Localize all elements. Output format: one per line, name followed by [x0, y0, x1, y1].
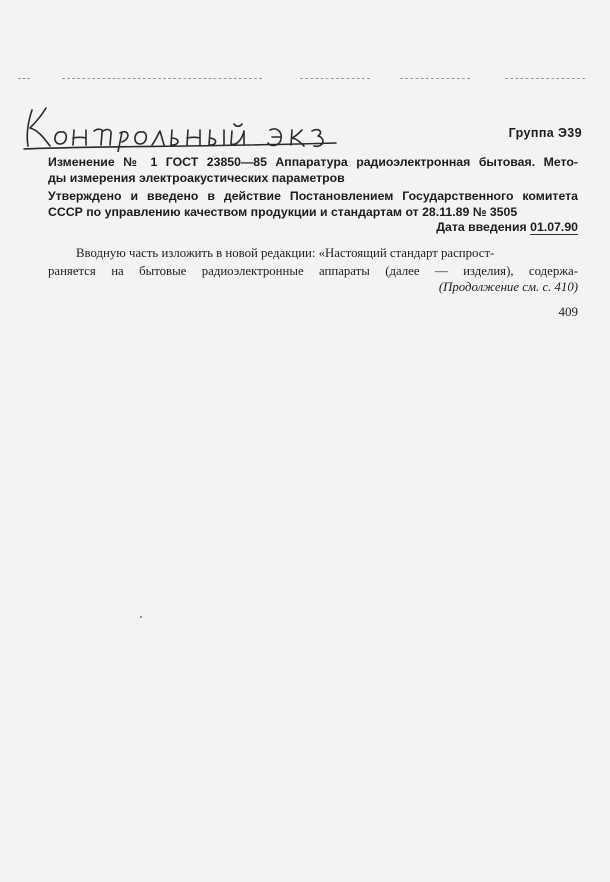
amendment-title-line: ды измерения электроакустических параметров — [48, 171, 345, 185]
body-line: раняется на бытовые радиоэлектронные аппараты (далее — изделия), содержа- — [48, 264, 578, 278]
scan-dash-line — [400, 78, 470, 79]
approval-line: Утверждено и введено в действие Постановлением Государственного комитета — [48, 189, 578, 203]
amendment-title — [48, 154, 578, 186]
body-line: Вводную часть изложить в новой редакции: «Настоящий стандарт распрост- — [76, 246, 495, 260]
scan-dash-line — [300, 78, 370, 79]
effective-date-label: Дата введения — [436, 220, 527, 234]
approval-line: СССР по управлению качеством продукции и стандартам от 28.11.89 № 3505 — [48, 205, 518, 219]
effective-date-value: 01.07.90 — [530, 220, 578, 234]
scan-speck — [140, 616, 142, 618]
scan-dash-line — [18, 78, 30, 79]
group-code: Группа Э39 — [508, 126, 582, 140]
page-number: 409 — [558, 304, 578, 319]
effective-date — [436, 220, 578, 234]
continuation-note: (Продолжение см. с. 410) — [438, 280, 578, 294]
scan-dash-line — [505, 78, 585, 79]
scan-dash-line — [62, 78, 262, 79]
body-paragraph — [48, 244, 578, 280]
handwritten-control-copy-stamp — [18, 100, 338, 152]
approval-statement — [48, 188, 578, 220]
amendment-title-line: Изменение № 1 ГОСТ 23850—85 Аппаратура радиоэлектронная бытовая. Мето- — [48, 155, 578, 169]
